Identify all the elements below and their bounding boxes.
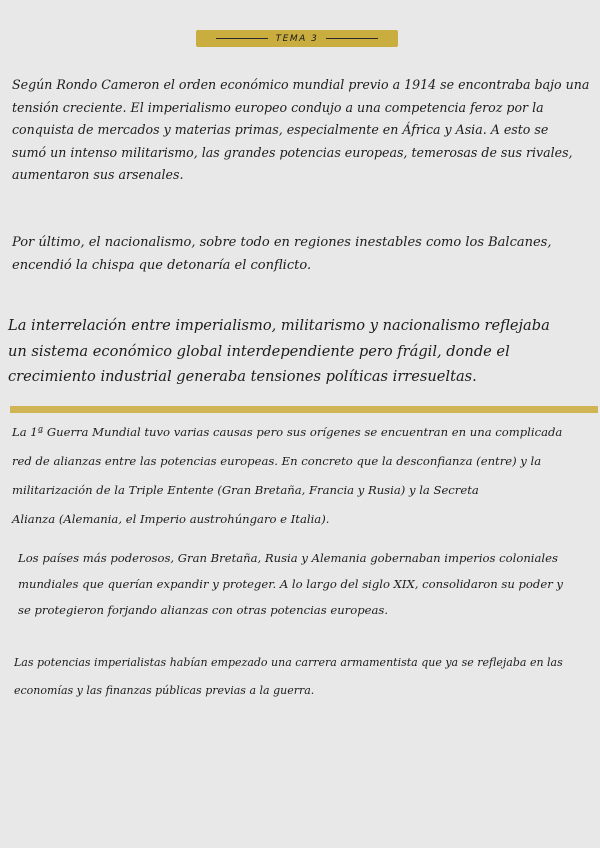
page-title: TEMA 3: [275, 33, 319, 44]
paragraph-imperios: Los países más poderosos, Gran Bretaña, Rusia y Alemania gobernaban imperios coloniales mundiales que querían expandir y proteger. A lo largo del siglo XIX, consolidaron su poder y se protegieron forjando alianzas con otras potencias europeas.: [18, 551, 563, 617]
paragraph-armamentista: Las potencias imperialistas habían empezado una carrera armamentista que ya se reflejaba en las economías y las finanzas públicas previas a la guerra.: [14, 656, 563, 697]
paragraph-alianzas: La 1ª Guerra Mundial tuvo varias causas pero sus orígenes se encuentran en una complicada red de alianzas entre las potencias europeas. En concreto que la desconfianza (entre) y la militarización de la Triple Entente (Gran Bretaña, Francia y Rusia) y la Secreta Alianza (Alemania, el Imperio austrohúngaro e Italia).: [12, 425, 563, 526]
title-right-rule: [326, 38, 378, 39]
paragraph-cameron: Según Rondo Cameron el orden económico mundial previo a 1914 se encontraba bajo una tensión creciente. El imperialismo europeo condujo a una competencia feroz por la conquista de mercados y materias primas, especialmente en África y Asia. A esto se sumó un intenso militarismo, las grandes potencias europeas, temerosas de sus rivales, aumentaron sus arsenales.: [12, 77, 590, 182]
section-divider: [10, 406, 598, 413]
paragraph-interrelacion: La interrelación entre imperialismo, militarismo y nacionalismo reflejaba un sistema económico global interdependiente pero frágil, donde el crecimiento industrial generaba tensiones políticas irresueltas.: [8, 317, 550, 385]
title-banner: [196, 30, 398, 47]
paragraph-nacionalismo: Por último, el nacionalismo, sobre todo en regiones inestables como los Balcanes, encendió la chispa que detonaría el conflicto.: [12, 235, 552, 273]
title-left-rule: [216, 38, 268, 39]
